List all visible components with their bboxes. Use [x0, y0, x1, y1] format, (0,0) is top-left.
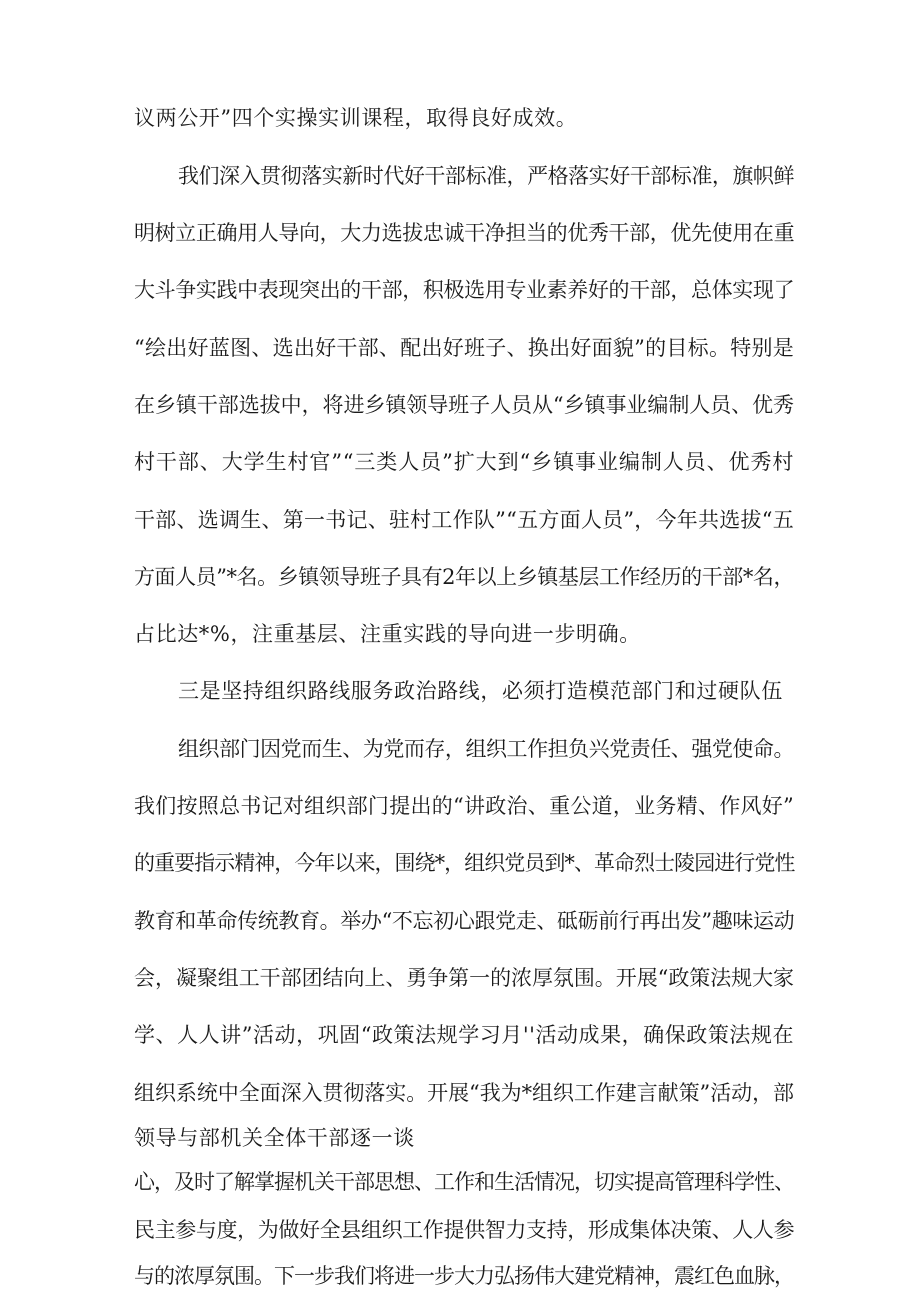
- text-line-15: 教育和革命传统教育。举办“不忘初心跟党走、砥砺前行再出发”趣味运动: [134, 909, 795, 933]
- text-line-2: 我们深入贯彻落实新时代好干部标准，严格落实好干部标准，旗帜鲜: [178, 164, 794, 188]
- text-line-6: 在乡镇干部选拔中，将进乡镇领导班子人员从“乡镇事业编制人员、优秀: [134, 393, 794, 417]
- text-line-9: 方面人员”*名。乡镇领导班子具有2年以上乡镇基层工作经历的干部*名，: [134, 565, 794, 589]
- section-heading: 三是坚持组织路线服务政治路线，必须打造模范部门和过硬队伍: [178, 679, 783, 703]
- text-line-10: 占比达*%，注重基层、注重实践的导向进一步明确。: [134, 622, 641, 646]
- text-line-4: 大斗争实践中表现突出的干部，积极选用专业素养好的干部，总体实现了: [134, 278, 795, 302]
- text-line-14: 的重要指示精神，今年以来，围绕*，组织党员到*、革命烈士陵园进行党性: [134, 851, 795, 875]
- text-line-20: 心，及时了解掌握机关干部思想、工作和生活情况，切实提高管理科学性、: [134, 1170, 794, 1194]
- text-line-19: 领导与部机关全体干部逐一谈: [134, 1126, 415, 1150]
- text-line-17: 学、人人讲”活动，巩固“政策法规学习月''活动成果，确保政策法规在: [134, 1023, 794, 1047]
- text-line-13: 我们按照总书记对组织部门提出的“讲政治、重公道，业务精、作风好”: [134, 794, 794, 818]
- text-line-21: 民主参与度，为做好全县组织工作提供智力支持，形成集体决策、人人参: [134, 1218, 795, 1242]
- text-line-22: 与的浓厚氛围。下一步我们将进一步大力弘扬伟大建党精神，震红色血脉，: [134, 1264, 794, 1288]
- text-line-1: 议两公开”四个实操实训课程，取得良好成效。: [134, 106, 578, 130]
- text-line-7: 村干部、大学生村官”“三类人员”扩大到“乡镇事业编制人员、优秀村: [134, 450, 794, 474]
- text-line-8: 干部、选调生、第一书记、驻村工作队”“五方面人员”，今年共选拔“五: [134, 508, 794, 532]
- text-line-18: 组织系统中全面深入贯彻落实。开展“我为*组织工作建言献策”活动，部: [134, 1081, 794, 1105]
- text-line-16: 会，凝聚组工干部团结向上、勇争第一的浓厚氛围。开展“政策法规大家: [134, 966, 794, 990]
- text-line-5: “绘出好蓝图、选出好干部、配出好班子、换出好面貌”的目标。特别是: [134, 336, 794, 360]
- text-line-12: 组织部门因党而生、为党而存，组织工作担负兴党责任、强党使命。: [178, 737, 794, 761]
- text-line-3: 明树立正确用人导向，大力选拔忠诚干净担当的优秀干部，优先使用在重: [134, 221, 795, 245]
